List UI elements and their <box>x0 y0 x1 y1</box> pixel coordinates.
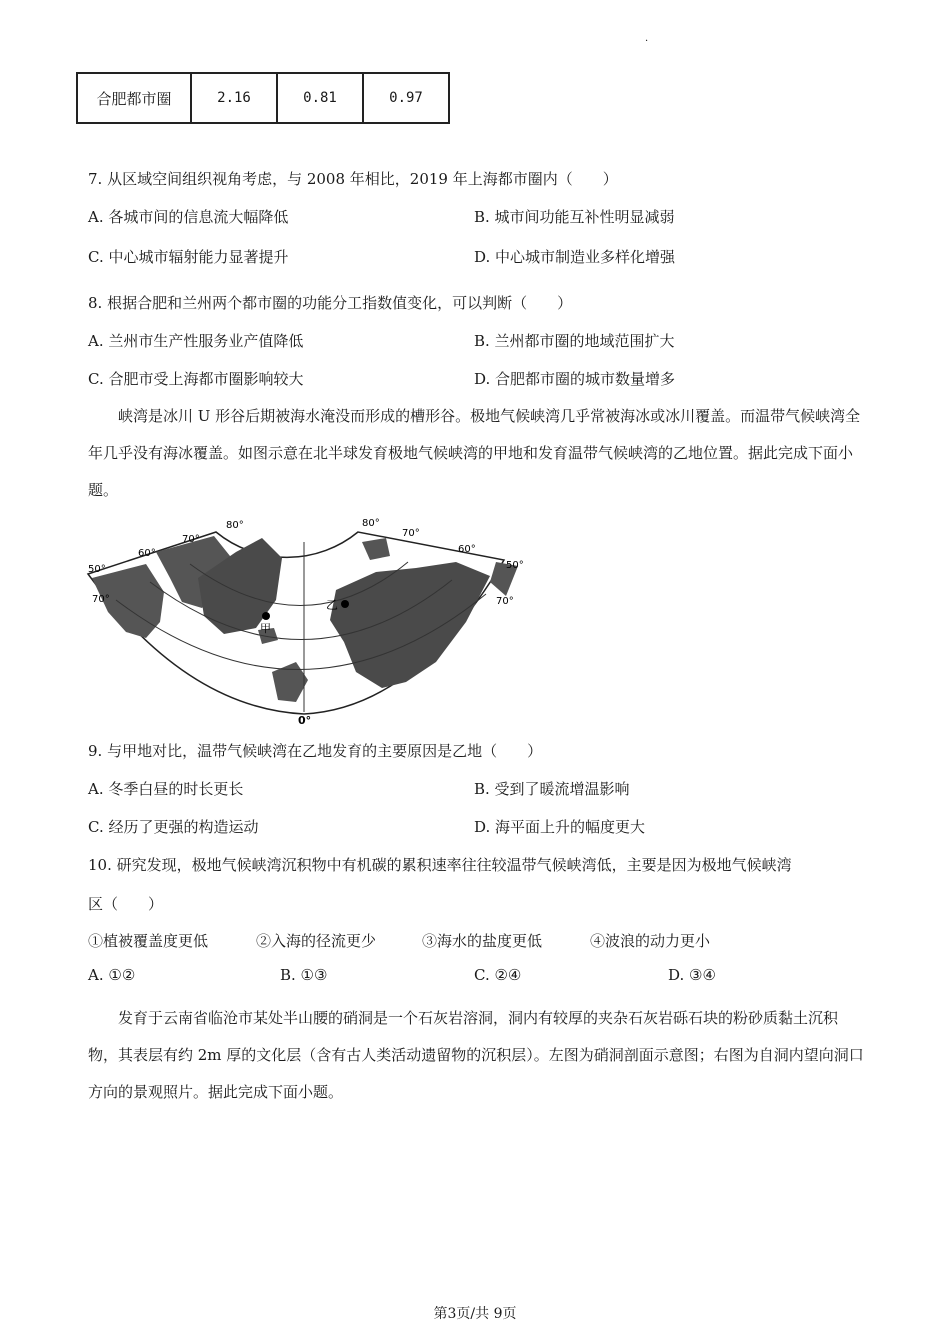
polar-map-figure <box>86 512 531 726</box>
question-9-option-b[interactable]: B. 受到了暖流增温影响 <box>474 780 630 798</box>
question-10-option-d[interactable]: D. ③④ <box>668 966 716 984</box>
question-10-stem-cont: 区（ ） <box>88 895 164 913</box>
question-7-option-b[interactable]: B. 城市间功能互补性明显减弱 <box>474 208 675 226</box>
lat-label: 60° <box>138 548 156 559</box>
lat-label: 80° <box>362 518 380 529</box>
lon-label: 0° <box>298 714 312 726</box>
question-7-option-d[interactable]: D. 中心城市制造业多样化增强 <box>474 248 676 266</box>
table-row <box>77 73 449 123</box>
lat-label: 70° <box>402 528 420 539</box>
question-10-statement-1: ①植被覆盖度更低 <box>88 932 209 950</box>
table-cell: 0.81 <box>277 73 363 123</box>
question-7-stem: 7. 从区域空间组织视角考虑，与 2008 年相比，2019 年上海都市圈内（ ） <box>88 170 618 188</box>
question-8-option-a[interactable]: A. 兰州市生产性服务业产值降低 <box>88 332 304 350</box>
question-10-option-a[interactable]: A. ①② <box>88 966 136 984</box>
table-cell: 2.16 <box>191 73 277 123</box>
point-yi <box>341 600 349 608</box>
question-8-stem: 8. 根据合肥和兰州两个都市圈的功能分工指数值变化，可以判断（ ） <box>88 294 573 312</box>
table-cell: 0.97 <box>363 73 449 123</box>
page-footer: 第3页/共 9页 <box>433 1306 517 1322</box>
lat-label: 70° <box>496 596 514 607</box>
question-7-option-c[interactable]: C. 中心城市辐射能力显著提升 <box>88 248 289 266</box>
question-10-option-c[interactable]: C. ②④ <box>474 966 522 984</box>
question-8-option-c[interactable]: C. 合肥市受上海都市圈影响较大 <box>88 370 304 388</box>
data-table <box>76 72 450 124</box>
label-yi: 乙 <box>326 598 339 612</box>
lat-label: 70° <box>182 534 200 545</box>
passage-fjord: 峡湾是冰川 U 形谷后期被海水淹没而形成的槽形谷。极地气候峡湾几乎常被海冰或冰川覆盖。而温带气候峡湾全年几乎没有海冰覆盖。如图示意在北半球发育极地气候峡湾的甲地和发育温带气候峡湾的乙地位置。据此完成下面小题。 <box>88 407 861 499</box>
lat-label: 60° <box>458 544 476 555</box>
table-cell: 合肥都市圈 <box>77 73 191 123</box>
page-dot: · <box>645 36 649 47</box>
question-10-statement-2: ②入海的径流更少 <box>256 932 377 950</box>
question-10-option-b[interactable]: B. ①③ <box>280 966 328 984</box>
question-8-option-b[interactable]: B. 兰州都市圈的地域范围扩大 <box>474 332 675 350</box>
question-10-statement-4: ④波浪的动力更小 <box>590 932 711 950</box>
lat-label: 80° <box>226 520 244 531</box>
lat-label: 50° <box>506 560 524 571</box>
question-9-option-d[interactable]: D. 海平面上升的幅度更大 <box>474 818 646 836</box>
question-10-statement-3: ③海水的盐度更低 <box>422 932 543 950</box>
question-9-stem: 9. 与甲地对比，温带气候峡湾在乙地发育的主要原因是乙地（ ） <box>88 742 543 760</box>
passage-cave: 发育于云南省临沧市某处半山腰的硝洞是一个石灰岩溶洞，洞内有较厚的夹杂石灰岩砾石块的粉砂质黏土沉积物，其表层有约 2m 厚的文化层（含有古人类活动遗留物的沉积层）。左图为硝洞剖面示意图；右图为自洞内望向洞口方向的景观照片。据此完成下面小题。 <box>88 1009 864 1101</box>
point-jia <box>262 612 270 620</box>
question-9-option-a[interactable]: A. 冬季白昼的时长更长 <box>88 780 244 798</box>
lat-label: 70° <box>92 594 110 605</box>
question-7-option-a[interactable]: A. 各城市间的信息流大幅降低 <box>88 208 289 226</box>
lat-label: 50° <box>88 564 106 575</box>
question-9-option-c[interactable]: C. 经历了更强的构造运动 <box>88 818 259 836</box>
question-8-option-d[interactable]: D. 合肥都市圈的城市数量增多 <box>474 370 676 388</box>
label-jia: 甲 <box>260 622 271 635</box>
question-10-stem: 10. 研究发现，极地气候峡湾沉积物中有机碳的累积速率往往较温带气候峡湾低，主要是因为极地气候峡湾 <box>88 856 792 874</box>
